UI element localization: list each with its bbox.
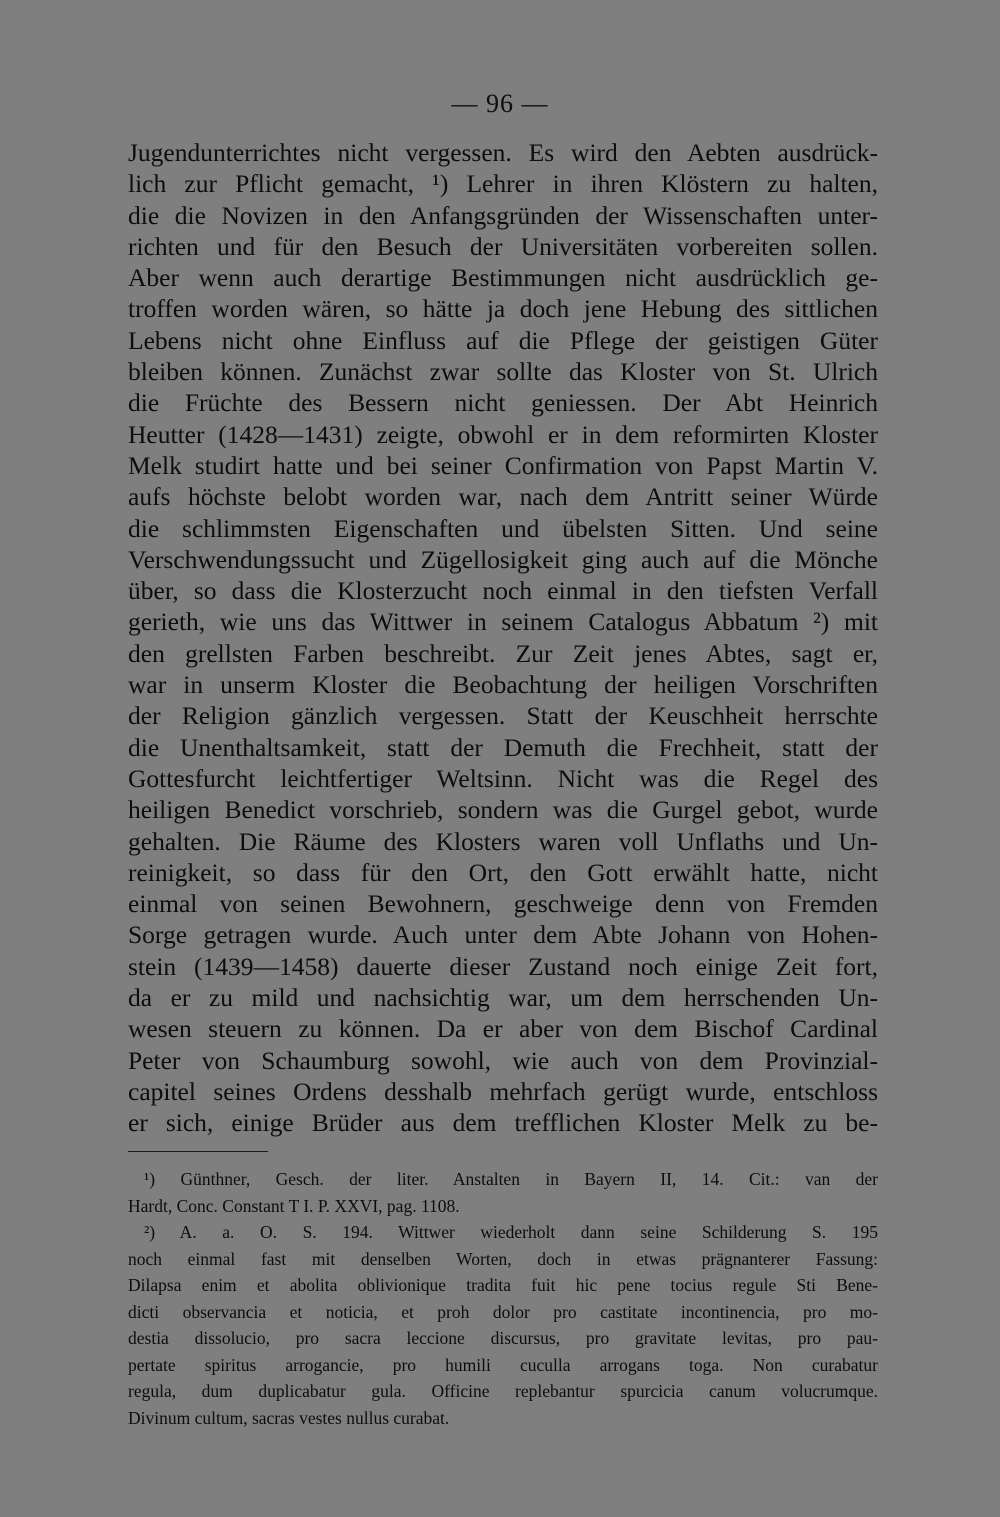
text-line: bleiben können. Zunächst zwar sollte das Kloster von St. Ulrich [128, 357, 878, 387]
text-line: einmal von seinen Bewohnern, geschweige denn von Fremden [128, 889, 878, 919]
footnote-separator [128, 1151, 268, 1152]
footnote-line: pertate spiritus arrogancie, pro humili cuculla arrogans toga. Non curabatur [128, 1354, 878, 1375]
text-line: er sich, einige Brüder aus dem trefflichen Kloster Melk zu be- [128, 1108, 878, 1138]
text-line: den grellsten Farben beschreibt. Zur Zeit jenes Abtes, sagt er, [128, 638, 878, 668]
main-text [128, 137, 878, 1139]
text-line: war in unserm Kloster die Beobachtung der heiligen Vorschriften [128, 670, 878, 700]
text-line: reinigkeit, so dass für den Ort, den Gott erwählt hatte, nicht [128, 857, 878, 887]
text-line: Aber wenn auch derartige Bestimmungen nicht ausdrücklich ge- [128, 263, 878, 293]
footnote-line: regula, dum duplicabatur gula. Officine replebantur spurcicia canum volucrumque. [128, 1381, 878, 1401]
footnotes [128, 1166, 878, 1431]
text-line: Verschwendungssucht und Zügellosigkeit ging auch auf die Mönche [128, 544, 878, 574]
text-line: Peter von Schaumburg sowohl, wie auch von dem Provinzial- [128, 1045, 878, 1075]
text-line: gerieth, wie uns das Wittwer in seinem Catalogus Abbatum ²) mit [128, 607, 878, 637]
text-line: Heutter (1428—1431) zeigte, obwohl er in dem reformirten Kloster [128, 419, 878, 449]
text-line: gehalten. Die Räume des Klosters waren voll Unflaths und Un- [128, 826, 878, 856]
footnote-line: Hardt, Conc. Constant T I. P. XXVI, pag. 1108. [128, 1195, 460, 1216]
text-line: Lebens nicht ohne Einfluss auf die Pflege der geistigen Güter [128, 325, 878, 355]
footnote-line: Dilapsa enim et abolita oblivionique tradita fuit hic pene tocius regule Sti Bene- [128, 1275, 878, 1295]
text-line: stein (1439—1458) dauerte dieser Zustand noch einige Zeit fort, [128, 951, 878, 981]
text-line: die Früchte des Bessern nicht geniessen. Der Abt Heinrich [128, 388, 878, 418]
footnote-line: destia dissolucio, pro sacra leccione discursus, pro gravitate levitas, pro pau- [128, 1328, 878, 1348]
text-line: der Religion gänzlich vergessen. Statt der Keuschheit herrschte [128, 701, 878, 731]
text-line: da er zu mild und nachsichtig war, um dem herrschenden Un- [128, 983, 878, 1013]
text-line: die die Novizen in den Anfangsgründen der Wissenschaften unter- [128, 200, 878, 230]
text-line: aufs höchste belobt worden war, nach dem Antritt seiner Würde [128, 482, 878, 512]
text-line: troffen worden wären, so hätte ja doch jene Hebung des sittlichen [128, 294, 878, 324]
text-line: heiligen Benedict vorschrieb, sondern was die Gurgel gebot, wurde [128, 795, 878, 825]
text-line: die schlimmsten Eigenschaften und übelsten Sitten. Und seine [128, 513, 878, 543]
text-line: Melk studirt hatte und bei seiner Confirmation von Papst Martin V. [128, 450, 878, 480]
footnote-line: Divinum cultum, sacras vestes nullus curabat. [128, 1407, 450, 1428]
footnote-line: noch einmal fast mit denselben Worten, doch in etwas prägnanterer Fassung: [128, 1248, 878, 1269]
text-line: Jugendunterrichtes nicht vergessen. Es wird den Aebten ausdrück- [128, 138, 878, 167]
footnote-line: dicti observancia et noticia, et proh dolor pro castitate incontinencia, pro mo- [128, 1301, 878, 1322]
footnote-line: ¹) Günthner, Gesch. der liter. Anstalten in Bayern II, 14. Cit.: van der [144, 1169, 878, 1189]
page-number: — 96 — [451, 89, 549, 118]
text-line: wesen steuern zu können. Da er aber von dem Bischof Cardinal [128, 1014, 878, 1044]
text-line: lich zur Pflicht gemacht, ¹) Lehrer in ihren Klöstern zu halten, [128, 169, 878, 199]
text-line: capitel seines Ordens desshalb mehrfach gerügt wurde, entschloss [128, 1076, 878, 1106]
text-line: richten und für den Besuch der Universitäten vorbereiten sollen. [128, 231, 878, 261]
footnote-line: ²) A. a. O. S. 194. Wittwer wiederholt dann seine Schilderung S. 195 [144, 1222, 878, 1242]
text-line: über, so dass die Klosterzucht noch einmal in den tiefsten Verfall [128, 576, 878, 606]
text-line: die Unenthaltsamkeit, statt der Demuth die Frechheit, statt der [128, 732, 878, 762]
text-line: Gottesfurcht leichtfertiger Weltsinn. Nicht was die Regel des [128, 763, 878, 793]
text-line: Sorge getragen wurde. Auch unter dem Abte Johann von Hohen- [128, 920, 878, 950]
